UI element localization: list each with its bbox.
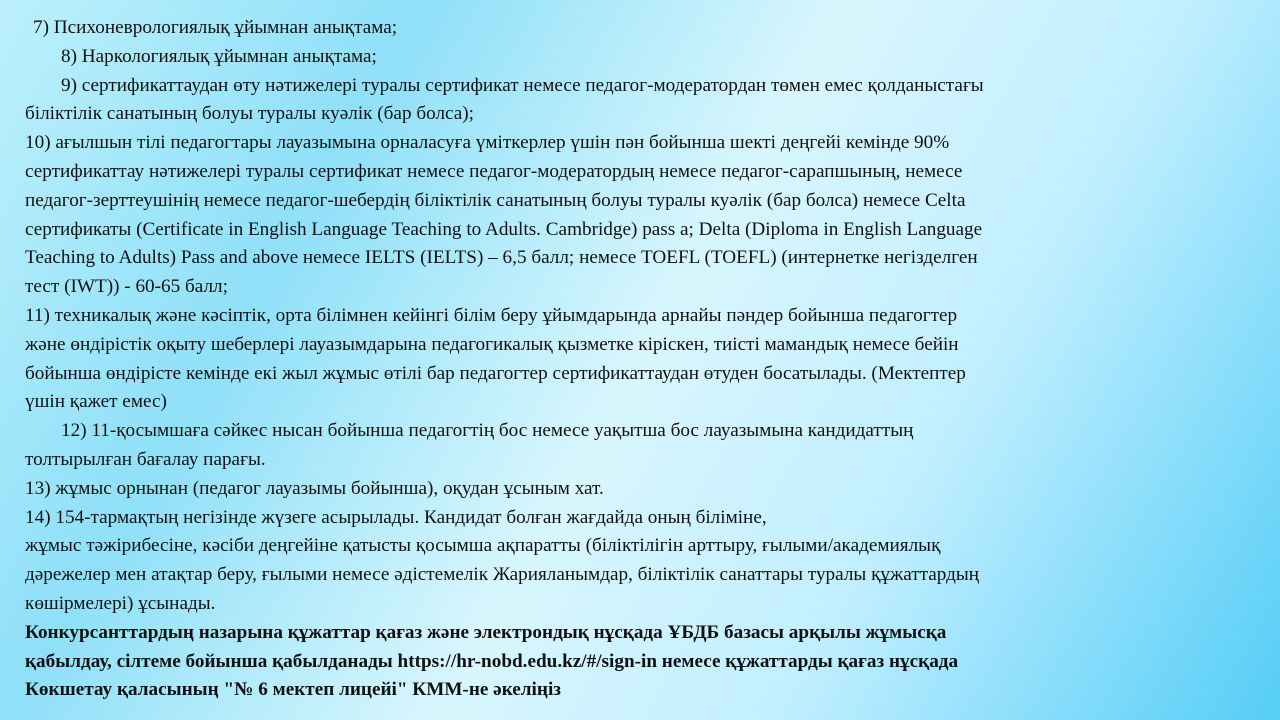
item-14-line-4: көшірмелері) ұсынады. (25, 592, 216, 614)
item-12-line-2: толтырылған бағалау парағы. (25, 448, 266, 470)
item-10-line-2: сертификаттау нәтижелері туралы сертификат немесе педагог-модератордың немесе педагог-сарапшының, немесе (25, 160, 963, 182)
item-14-line-2: жұмыс тәжірибесіне, кәсіби деңгейіне қатысты қосымша ақпаратты (біліктілігін арттыру, ғылыми/академиялық (25, 535, 941, 557)
item-10-line-1: 10) ағылшын тілі педагогтары лауазымына орналасуға үміткерлер үшін пән бойынша шекті деңгейі кемінде 90% (25, 132, 950, 154)
item-11-line-1: 11) техникалық және кәсіптік, орта білімнен кейінгі білім беру ұйымдарында арнайы пәндер бойынша педагогтер (25, 304, 958, 326)
item-7-line: 7) Психоневрологиялық ұйымнан анықтама; (33, 17, 398, 38)
item-13-line: 13) жұмыс орнынан (педагог лауазымы бойынша), оқудан ұсыным хат. (25, 477, 604, 499)
item-9-line-1: 9) сертификаттаудан өту нәтижелері туралы сертификат немесе педагог-модератордан төмен емес қолданыстағы (61, 74, 984, 96)
item-10-line-4: сертификаты (Certificate in English Language Teaching to Adults. Cambridge) pass a; Delta (Diploma in English Language (25, 218, 983, 240)
item-10-line-3: педагог-зерттеушінің немесе педагог-шебердің біліктілік санатының болуы туралы куәлік (бар болса) немесе Celta (25, 189, 966, 211)
item-12-line-1: 12) 11-қосымшаға сәйкес нысан бойынша педагогтің бос немесе уақытша бос лауазымына кандидаттың (61, 420, 914, 442)
notice-line-1: Конкурсанттардың назарына құжаттар қағаз және электрондық нұсқада ҰБДБ базасы арқылы жұмысқа (25, 621, 947, 643)
item-11-line-4: үшін қажет емес) (25, 391, 167, 413)
item-10-line-5: Teaching to Adults) Pass and above немесе IELTS (IELTS) – 6,5 балл; немесе TOEFL (TOEFL) (интернетке негізделген (25, 247, 978, 269)
notice-line-2: қабылдау, сілтеме бойынша қабылданады https://hr-nobd.edu.kz/#/sign-in немесе құжаттарды қағаз нұсқада (25, 650, 959, 672)
item-11-line-3: бойынша өндірісте кемінде екі жыл жұмыс өтілі бар педагогтер сертификаттаудан өтуден босатылады. (Мектептер (25, 362, 966, 384)
item-8-line: 8) Наркологиялық ұйымнан анықтама; (61, 45, 377, 67)
item-9-line-2: біліктілік санатының болуы туралы куәлік (бар болса); (25, 103, 475, 125)
item-11-line-2: және өндірістік оқыту шеберлері лауазымдарына педагогикалық қызметке кіріскен, тиісті мамандық немесе бейін (25, 333, 959, 355)
item-10-line-6: тест (IWT)) - 60-65 балл; (25, 276, 228, 298)
document-body (25, 14, 1260, 705)
notice-line-3: Көкшетау қаласының "№ 6 мектеп лицейі" КММ-не әкеліңіз (25, 679, 561, 701)
item-14-line-1: 14) 154-тармақтың негізінде жүзеге асырылады. Кандидат болған жағдайда оның біліміне, (25, 506, 767, 528)
item-14-line-3: дәрежелер мен атақтар беру, ғылыми немесе әдістемелік Жарияланымдар, біліктілік санаттары туралы құжаттардың (25, 564, 980, 586)
